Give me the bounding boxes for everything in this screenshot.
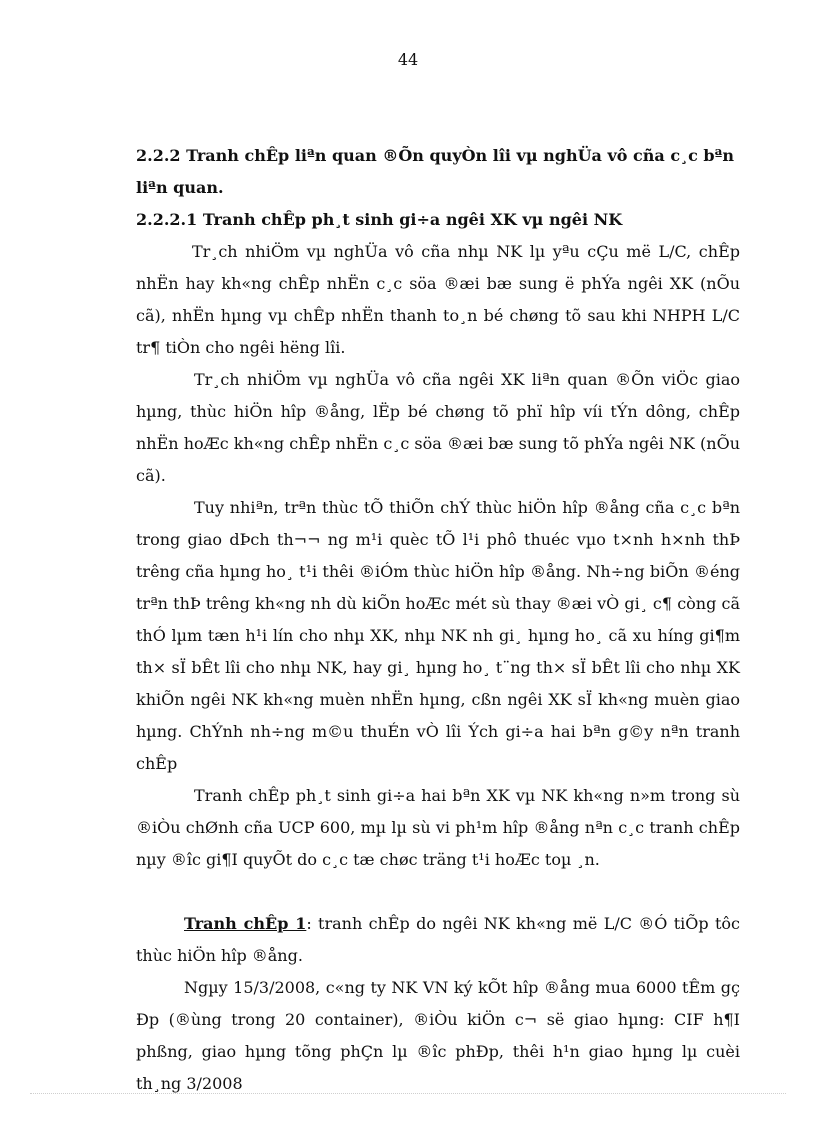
paragraph-dispute-resolution: Tranh chÊp ph¸t sinh gi÷a hai bªn XK vµ NK kh«ng n»m trong sù ®iÒu chØnh cña UCP 600, mµ lµ sù vi ph¹m hîp ®ång nªn c¸c tranh chÊp nµy ®îc gi¶I quyÕt do c¸c tæ chøc träng t¹i hoÆc toµ ¸n. (136, 786, 740, 869)
paragraph-importer-obligations: Tr¸ch nhiÖm vµ nghÜa vô cña nhµ NK lµ yªu cÇu më L/C, chÊp nhËn hay kh«ng chÊp nhËn c¸c söa ®æi bæ sung ë phÝa ngêi XK (nÕu cã), nhËn hµng vµ chÊp nhËn thanh to¸n bé chøng tõ sau khi NHPH L/C tr¶ tiÒn cho ngêi hëng lîi. (136, 242, 740, 357)
case-1-body: Ngµy 15/3/2008, c«ng ty NK VN ký kÕt hîp ®ång mua 6000 tÊm gç Ðp (®ùng trong 20 container), ®iÒu kiÖn c¬ së giao hµng: CIF h¶I phßng, giao hµng tõng phÇn lµ ®îc phÐp, thêi h¹n giao hµng lµ cuèi th¸ng 3/2008 (136, 978, 740, 1093)
paragraph-exporter-obligations: Tr¸ch nhiÖm vµ nghÜa vô cña ngêi XK liªn quan ®Õn viÖc giao hµng, thùc hiÖn hîp ®ång, lËp bé chøng tõ phï hîp víi tÝn dông, chÊp nhËn hoÆc kh«ng chÊp nhËn c¸c söa ®æi bæ sung tõ phÝa ngêi NK (nÕu cã). (136, 370, 740, 485)
page-bottom-divider (30, 1093, 786, 1094)
section-heading-2-2-2: 2.2.2 Tranh chÊp liªn quan ®Õn quyÒn lîi vµ nghÜa vô cña c¸c bªn liªn quan. (136, 146, 734, 197)
case-1-lead: : tranh chÊp do ngêi NK kh«ng më L/C ®Ó tiÕp tôc thùc hiÖn hîp ®ång. (136, 914, 740, 965)
section-heading-2-2-2-1: 2.2.2.1 Tranh chÊp ph¸t sinh gi÷a ngêi XK vµ ngêi NK (136, 210, 623, 229)
document-body (136, 140, 740, 1100)
paragraph-market-conditions: Tuy nhiªn, trªn thùc tÕ thiÕn chÝ thùc hiÖn hîp ®ång cña c¸c bªn trong giao dÞch th¬¬ ng m¹i quèc tÕ l¹i phô thuéc vµo t×nh h×nh thÞ trêng cña hµng ho¸ t¹i thêi ®iÓm thùc hiÖn hîp ®ång. Nh÷ng biÕn ®éng trªn thÞ trêng kh«ng nh dù kiÕn hoÆc mét sù thay ®æi vÒ gi¸ c¶ còng cã thÓ lµm tæn h¹i lín cho nhµ XK, nhµ NK nh gi¸ hµng ho¸ cã xu híng gi¶m th× sÏ bÊt lîi cho nhµ NK, hay gi¸ hµng ho¸ t¨ng th× sÏ bÊt lîi cho nhµ XK khiÕn ngêi NK kh«ng muèn nhËn hµng, cßn ngêi XK sÏ kh«ng muèn giao hµng. ChÝnh nh÷ng m©u thuÉn vÒ lîi Ých gi÷a hai bªn g©y nªn tranh chÊp (136, 498, 740, 773)
paragraph-spacer (136, 876, 740, 908)
case-1-heading (136, 908, 740, 972)
case-1-title: Tranh chÊp 1 (184, 914, 307, 933)
page-number: 44 (397, 50, 419, 69)
